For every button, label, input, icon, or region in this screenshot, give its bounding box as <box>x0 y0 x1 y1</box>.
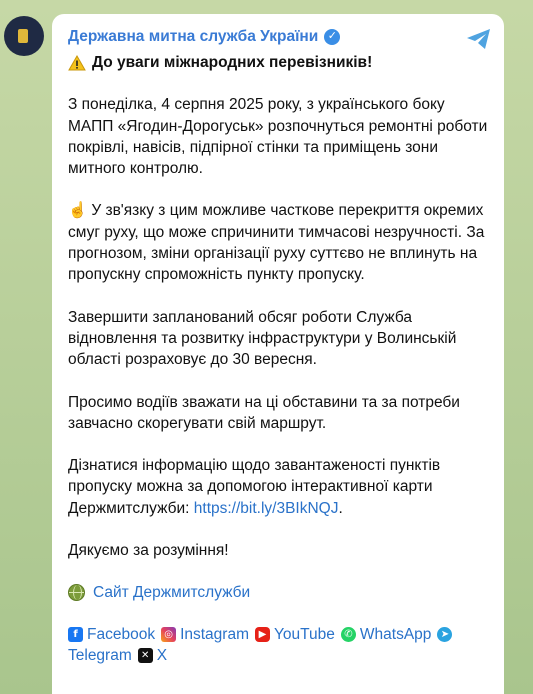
post-title-text: До уваги міжнародних перевізників! <box>92 54 373 71</box>
social-youtube-label[interactable]: YouTube <box>274 625 335 643</box>
instagram-icon: ◎ <box>161 627 176 642</box>
site-row <box>68 582 488 603</box>
verified-icon: ✓ <box>324 29 340 45</box>
social-facebook-label[interactable]: Facebook <box>87 625 156 643</box>
social-instagram-label[interactable]: Instagram <box>180 625 249 643</box>
social-links <box>68 624 488 666</box>
pointing-hand-icon: ☝️ <box>68 202 88 220</box>
thanks-text: Дякуємо за розуміння! <box>68 542 229 560</box>
social-x[interactable] <box>138 645 167 666</box>
youtube-icon: ▶ <box>255 627 270 642</box>
social-facebook[interactable] <box>68 624 155 645</box>
social-whatsapp[interactable] <box>341 624 432 645</box>
paragraph-2-text: У зв'язку з цим можливе часткове перекриття окремих смуг руху, що може спричинити тимчасові незручності. За прогнозом, зміни організації руху суттєво не вплинуть на пропускну спроможність пункту пропуску. <box>68 202 485 284</box>
map-link[interactable]: https://bit.ly/3BIkNQJ <box>193 499 339 517</box>
channel-name[interactable]: Державна митна служба України <box>68 28 319 46</box>
message-header <box>68 26 488 48</box>
paragraph-1: З понеділка, 4 серпня 2025 року, з українського боку МАПП «Ягодин-Дорогуськ» розпочнуться ремонтні роботи покрівлі, навісів, підпірної стінки та приміщень зони митного контролю. <box>68 96 488 178</box>
whatsapp-icon: ✆ <box>341 627 356 642</box>
telegram-icon: ➤ <box>437 627 452 642</box>
social-x-label[interactable]: X <box>156 646 168 664</box>
telegram-share-icon[interactable] <box>466 28 492 50</box>
social-whatsapp-label[interactable]: WhatsApp <box>359 625 432 643</box>
social-instagram[interactable] <box>161 624 249 645</box>
channel-avatar[interactable] <box>4 16 44 56</box>
social-youtube[interactable] <box>255 624 335 645</box>
paragraph-5-end: . <box>338 499 343 517</box>
paragraph-5 <box>68 455 488 519</box>
message-bubble <box>52 14 504 694</box>
emblem-icon <box>18 29 28 43</box>
warning-icon <box>68 55 86 71</box>
social-telegram-label[interactable]: Telegram <box>68 646 132 664</box>
paragraph-2 <box>68 200 488 285</box>
paragraph-3: Завершити запланований обсяг роботи Служба відновлення та розвитку інфраструктури у Волинській області розраховує до 30 вересня. <box>68 308 457 369</box>
x-icon: ✕ <box>138 648 153 663</box>
social-telegram[interactable] <box>437 624 456 645</box>
social-telegram-text[interactable] <box>68 645 132 666</box>
facebook-icon: f <box>68 627 83 642</box>
globe-icon <box>68 584 85 601</box>
site-link[interactable]: Сайт Держмитслужби <box>93 584 251 602</box>
post-title <box>68 52 488 73</box>
paragraph-4: Просимо водіїв зважати на ці обставини та за потреби завчасно скорегувати свій маршрут. <box>68 393 460 432</box>
paragraph-5-text: Дізнатися інформацію щодо завантаженості пунктів пропуску можна за допомогою інтерактивної карти Держмитслужби: <box>68 457 441 517</box>
